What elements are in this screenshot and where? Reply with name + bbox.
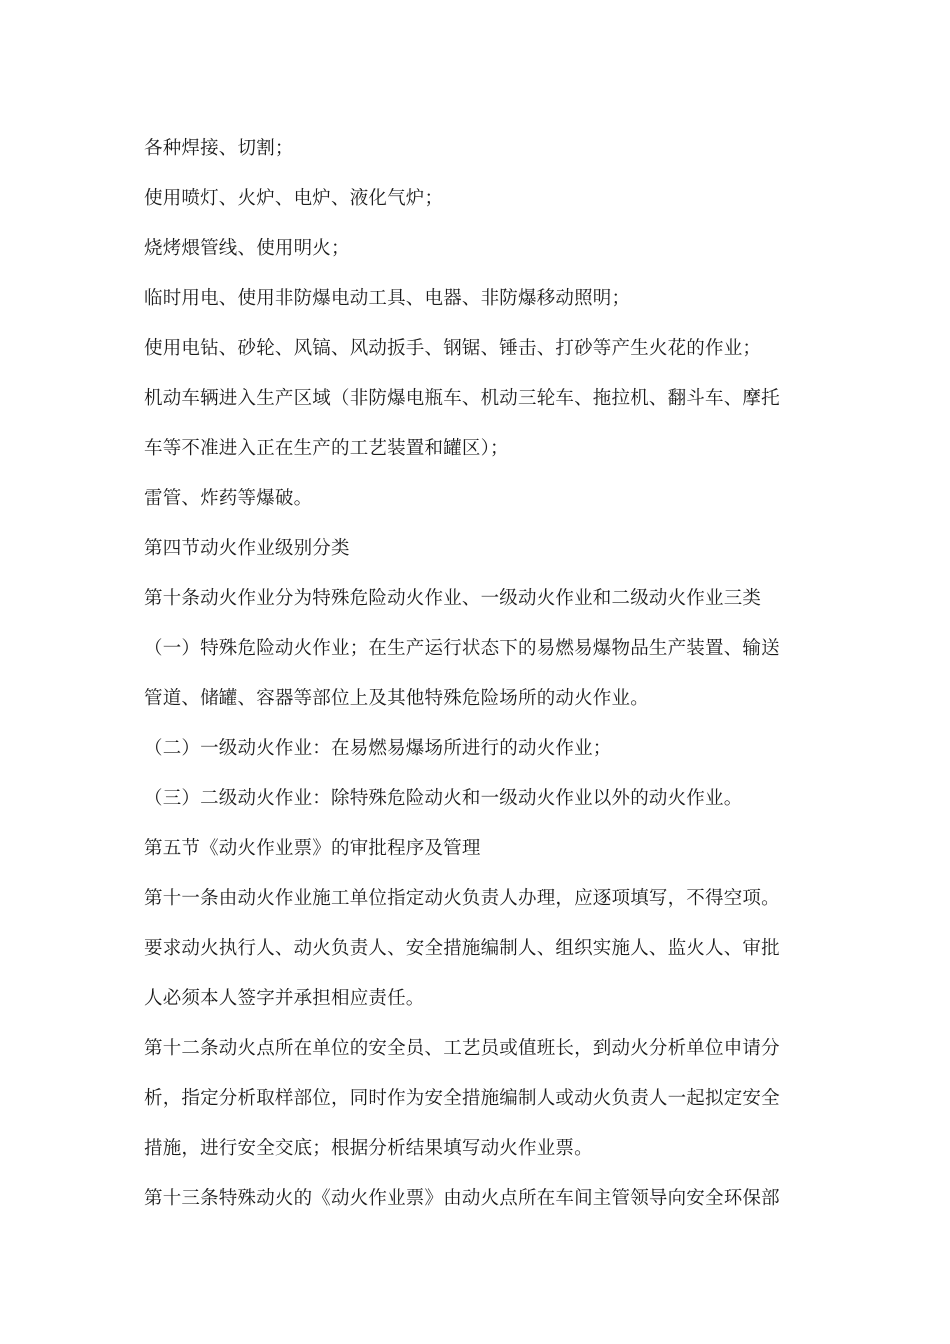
article-10: 第十条动火作业分为特殊危险动火作业、一级动火作业和二级动火作业三类 — [144, 588, 762, 609]
clause-1-line-2: 管道、储罐、容器等部位上及其他特殊危险场所的动火作业。 — [144, 688, 649, 709]
section-heading-5: 第五节《动火作业票》的审批程序及管理 — [144, 838, 481, 859]
list-item-vehicles-line-1: 机动车辆进入生产区域（非防爆电瓶车、机动三轮车、拖拉机、翻斗车、摩托 — [144, 388, 780, 409]
list-item-blasting: 雷管、炸药等爆破。 — [144, 488, 313, 509]
list-item-vehicles-line-2: 车等不准进入正在生产的工艺装置和罐区）； — [144, 438, 509, 459]
document-body — [144, 124, 814, 1224]
article-12-line-3: 措施，进行安全交底；根据分析结果填写动火作业票。 — [144, 1138, 593, 1159]
list-item-open-flame: 烧烤煨管线、使用明火； — [144, 238, 350, 259]
clause-1-line-1: （一）特殊危险动火作业；在生产运行状态下的易燃易爆物品生产装置、输送 — [144, 638, 780, 659]
article-11-line-2: 要求动火执行人、动火负责人、安全措施编制人、组织实施人、监火人、审批 — [144, 938, 780, 959]
list-item-temporary-power: 临时用电、使用非防爆电动工具、电器、非防爆移动照明； — [144, 288, 631, 309]
list-item-torch-stove: 使用喷灯、火炉、电炉、液化气炉； — [144, 188, 444, 209]
article-11-line-1: 第十一条由动火作业施工单位指定动火负责人办理，应逐项填写，不得空项。 — [144, 888, 780, 909]
article-13-line-1: 第十三条特殊动火的《动火作业票》由动火点所在车间主管领导向安全环保部 — [144, 1188, 780, 1209]
list-item-spark-tools: 使用电钻、砂轮、风镐、风动扳手、钢锯、锤击、打砂等产生火花的作业； — [144, 338, 762, 359]
clause-2: （二）一级动火作业：在易燃易爆场所进行的动火作业； — [144, 738, 612, 759]
clause-3: （三）二级动火作业：除特殊危险动火和一级动火作业以外的动火作业。 — [144, 788, 743, 809]
article-11-line-3: 人必须本人签字并承担相应责任。 — [144, 988, 425, 1009]
section-heading-4: 第四节动火作业级别分类 — [144, 538, 350, 559]
list-item-welding: 各种焊接、切割； — [144, 138, 294, 159]
article-12-line-1: 第十二条动火点所在单位的安全员、工艺员或值班长，到动火分析单位申请分 — [144, 1038, 780, 1059]
article-12-line-2: 析，指定分析取样部位，同时作为安全措施编制人或动火负责人一起拟定安全 — [144, 1088, 780, 1109]
